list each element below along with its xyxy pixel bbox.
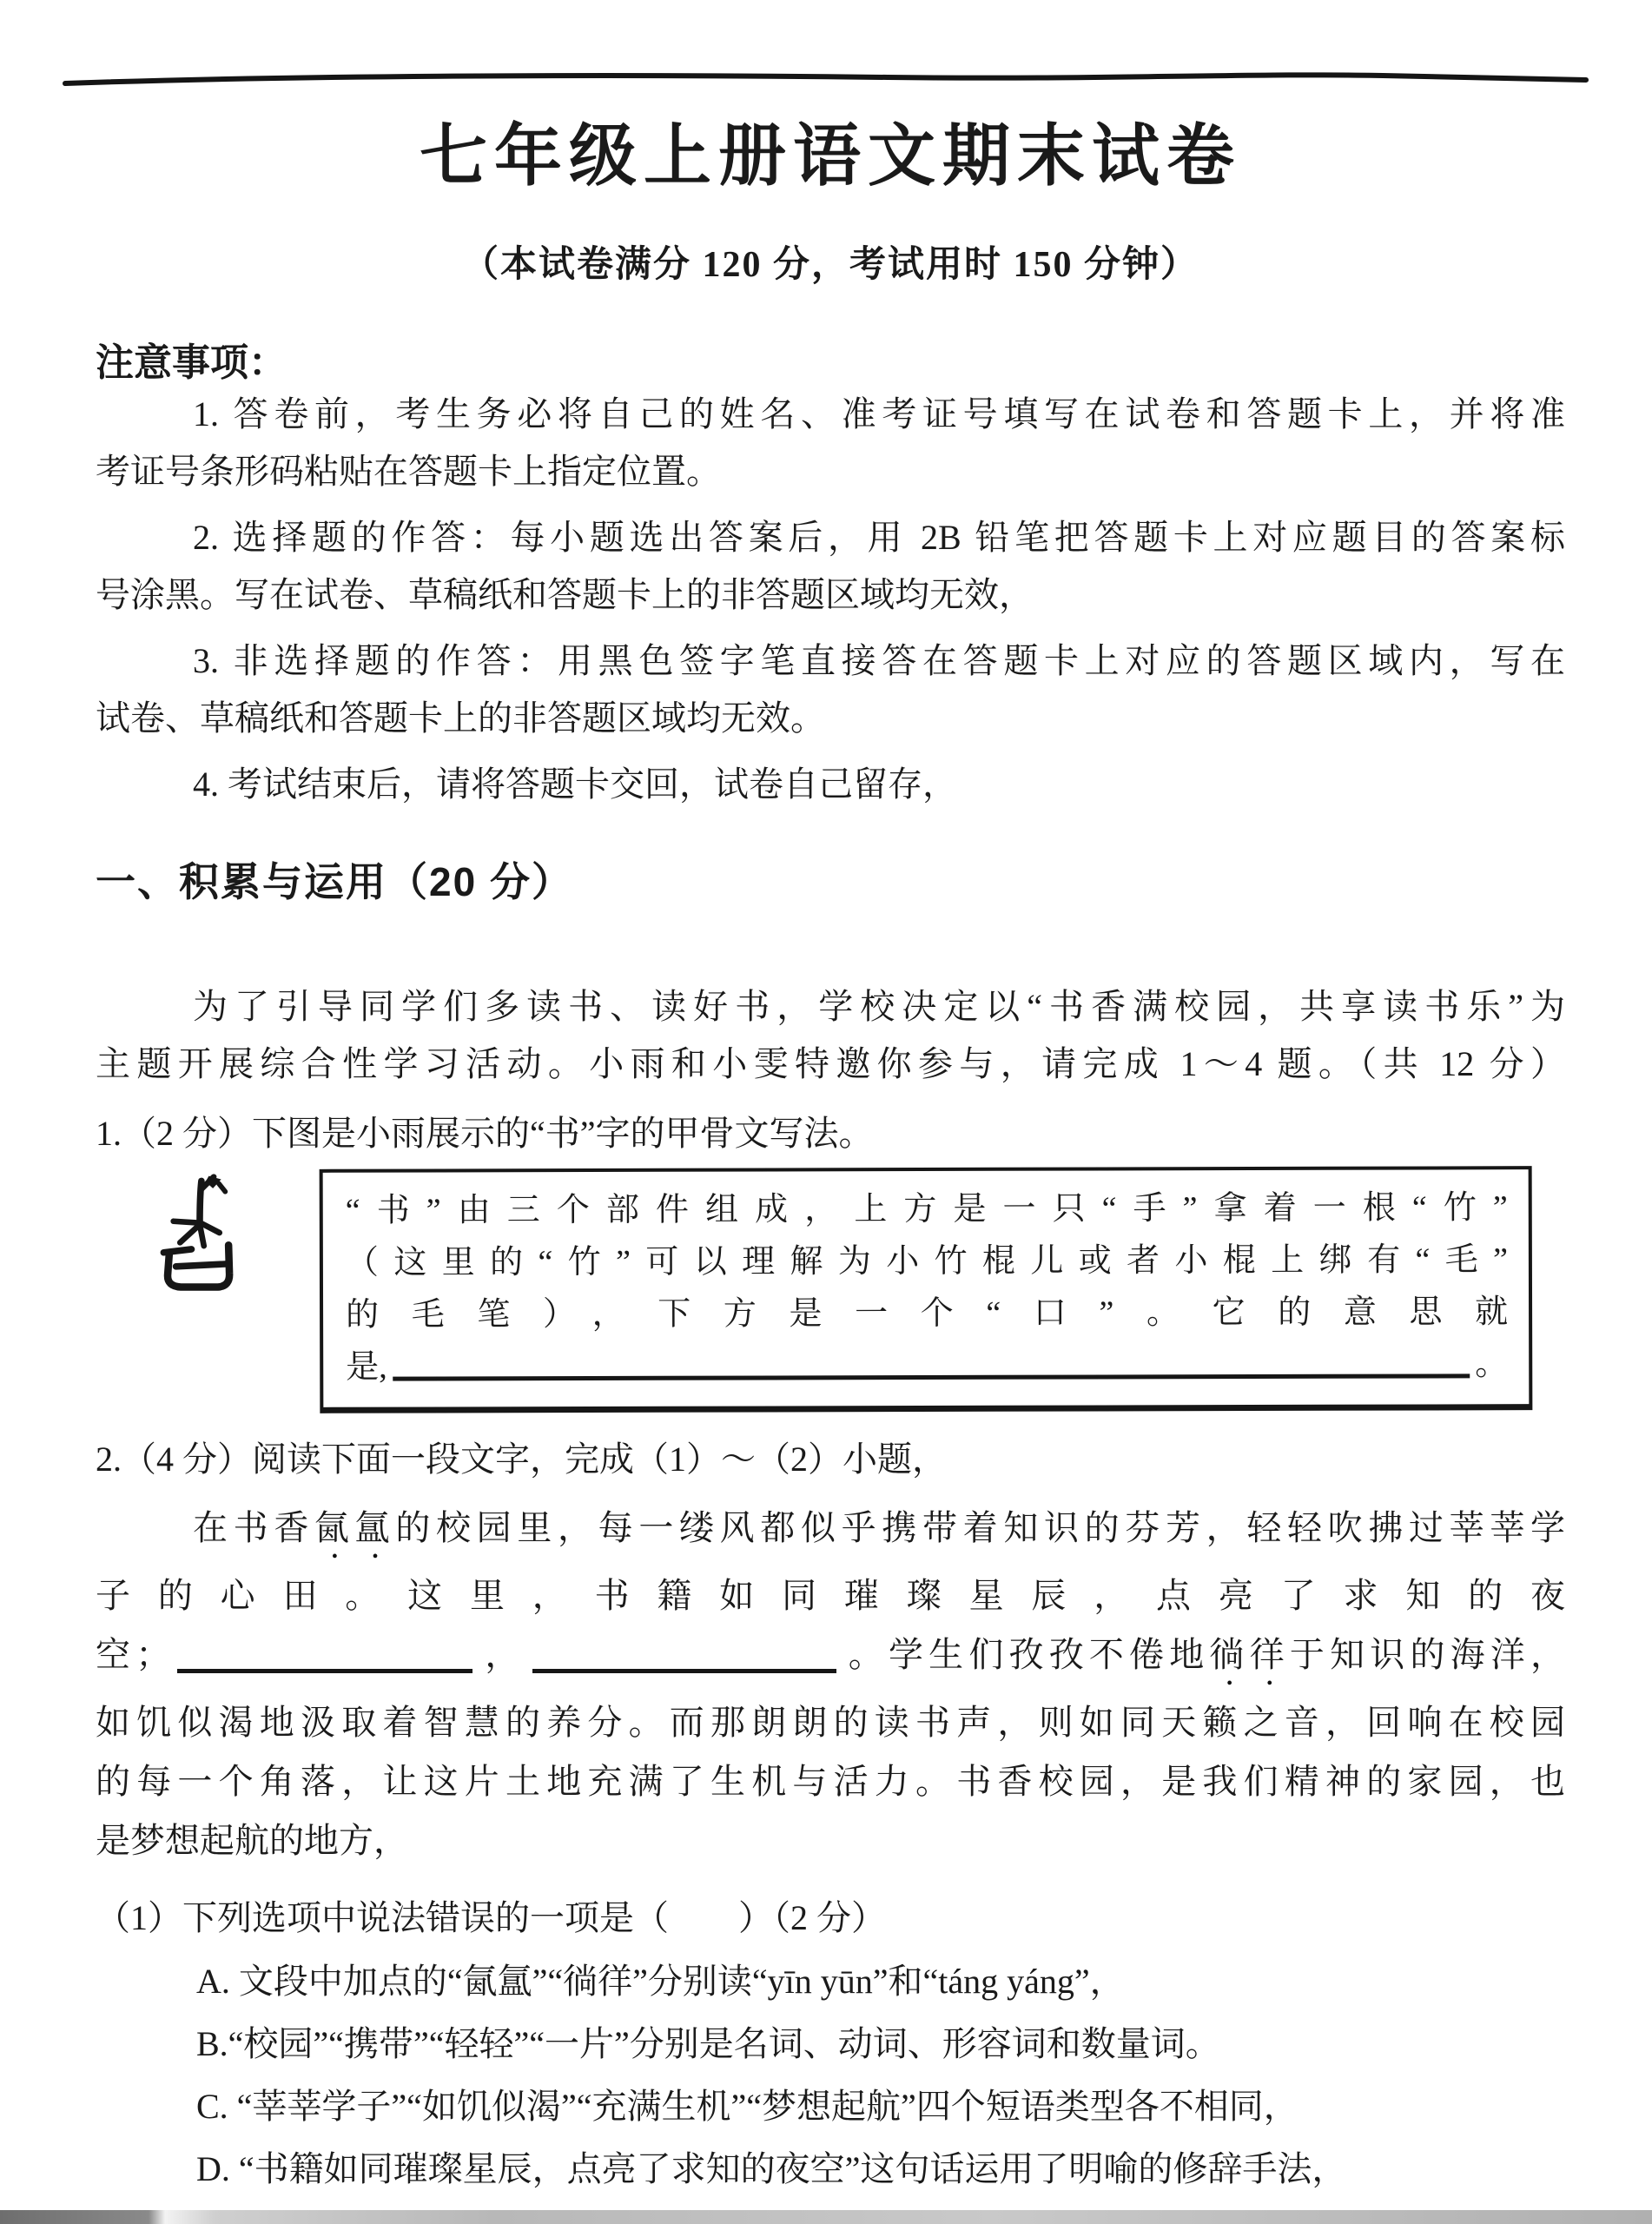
notice-line: 考证号条形码粘贴在答题卡上指定位置。 [96,452,721,491]
option-d: D. “书籍如同璀璨星辰，点亮了求知的夜空”这句话运用了明喻的修辞手法， [196,2149,1347,2188]
notice-line: 试卷、草稿纸和答题卡上的非答题区域均无效。 [96,698,825,738]
q1-explanation-box [320,1166,1533,1413]
passage-text: 。学生们孜孜不倦地徜徉于知识的海洋， [843,1635,1566,1674]
box-tail-period: 。 [1475,1346,1509,1383]
q1-figure [96,1168,1565,1412]
passage-line [96,1625,1565,1693]
passage-line: 的每一个角落，让这片土地充满了生机与活力。书香校园，是我们精神的家园，也 [96,1762,1565,1801]
section-1-heading: 一、积累与运用（20 分） [96,859,573,904]
option-a: A. 文段中加点的“氤氲”“徜徉”分别读“yīn yūn”和“táng yáng”， [196,1962,1125,2001]
box-tail-text: 是, [346,1348,387,1386]
box-line: “书”由三个部件组成，上方是一只“手”拿着一根“竹” [345,1189,1508,1229]
exam-meta-line: （本试卷满分 120 分，考试用时 150 分钟） [461,245,1199,285]
page-bottom-edge [0,2210,1652,2224]
question-2-stem: 2.（4 分）阅读下面一段文字，完成（1）～（2）小题， [96,1440,947,1479]
intro-line: 为了引导同学们多读书、读好书，学校决定以“书香满校园，共享读书乐”为 [193,987,1565,1026]
page-title: 七年级上册语文期末试卷 [419,118,1241,194]
notice-line: 1. 答卷前，考生务必将自己的姓名、准考证号填写在试卷和答题卡上，并将准 [193,394,1565,434]
notice-line: 3. 非选择题的作答：用黑色签字笔直接答在答题卡上对应的答题区域内，写在 [193,641,1565,680]
oracle-bone-shu-icon [158,1171,241,1294]
passage-line: 子的心田。这里，书籍如同璀璨星辰，点亮了求知的夜 [96,1576,1565,1615]
blank-field [177,1669,472,1673]
passage-text: ， [479,1635,525,1674]
notice-line: 2. 选择题的作答：每小题选出答案后，用 2B 铅笔把答题卡上对应题目的答案标 [193,518,1565,557]
notice-heading: 注意事项： [96,341,287,384]
passage-text: 空； [96,1635,171,1674]
intro-line: 主题开展综合性学习活动。小雨和小雯特邀你参与，请完成 1～4 题。（共 12 分） [96,1044,1565,1083]
box-line: （这里的“竹”可以理解为小竹棍儿或者小棍上绑有“毛” [345,1241,1508,1281]
blank-field [532,1669,836,1673]
passage-line: 在书香氤氲的校园里，每一缕风都似乎携带着知识的芬芳，轻轻吹拂过莘莘学 [193,1508,1566,1547]
question-1-stem: 1.（2 分）下图是小雨展示的“书”字的甲骨文写法。 [96,1114,874,1153]
notice-line: 4. 考试结束后，请将答题卡交回，试卷自己留存， [193,764,957,804]
passage-line: 是梦想起航的地方， [96,1821,408,1860]
notice-line: 号涂黑。写在试卷、草稿纸和答题卡上的非答题区域均无效， [96,575,1034,614]
option-b: B.“校园”“携带”“轻轻”“一片”分别是名词、动词、形容词和数量词。 [196,2024,1220,2063]
sub-question-1-stem: （1）下列选项中说法错误的一项是（ ）（2 分） [96,1898,886,1937]
blank-field [393,1373,1470,1380]
box-line: 的毛笔），下方是一个“口”。它的意思就 [346,1294,1509,1334]
fill-blank-line [346,1338,1508,1393]
top-rule-line [63,71,1589,90]
option-c: C. “莘莘学子”“如饥似渴”“充满生机”“梦想起航”四个短语类型各不相同， [196,2087,1298,2126]
passage-line: 如饥似渴地汲取着智慧的养分。而那朗朗的读书声，则如同天籁之音，回响在校园 [96,1703,1565,1742]
